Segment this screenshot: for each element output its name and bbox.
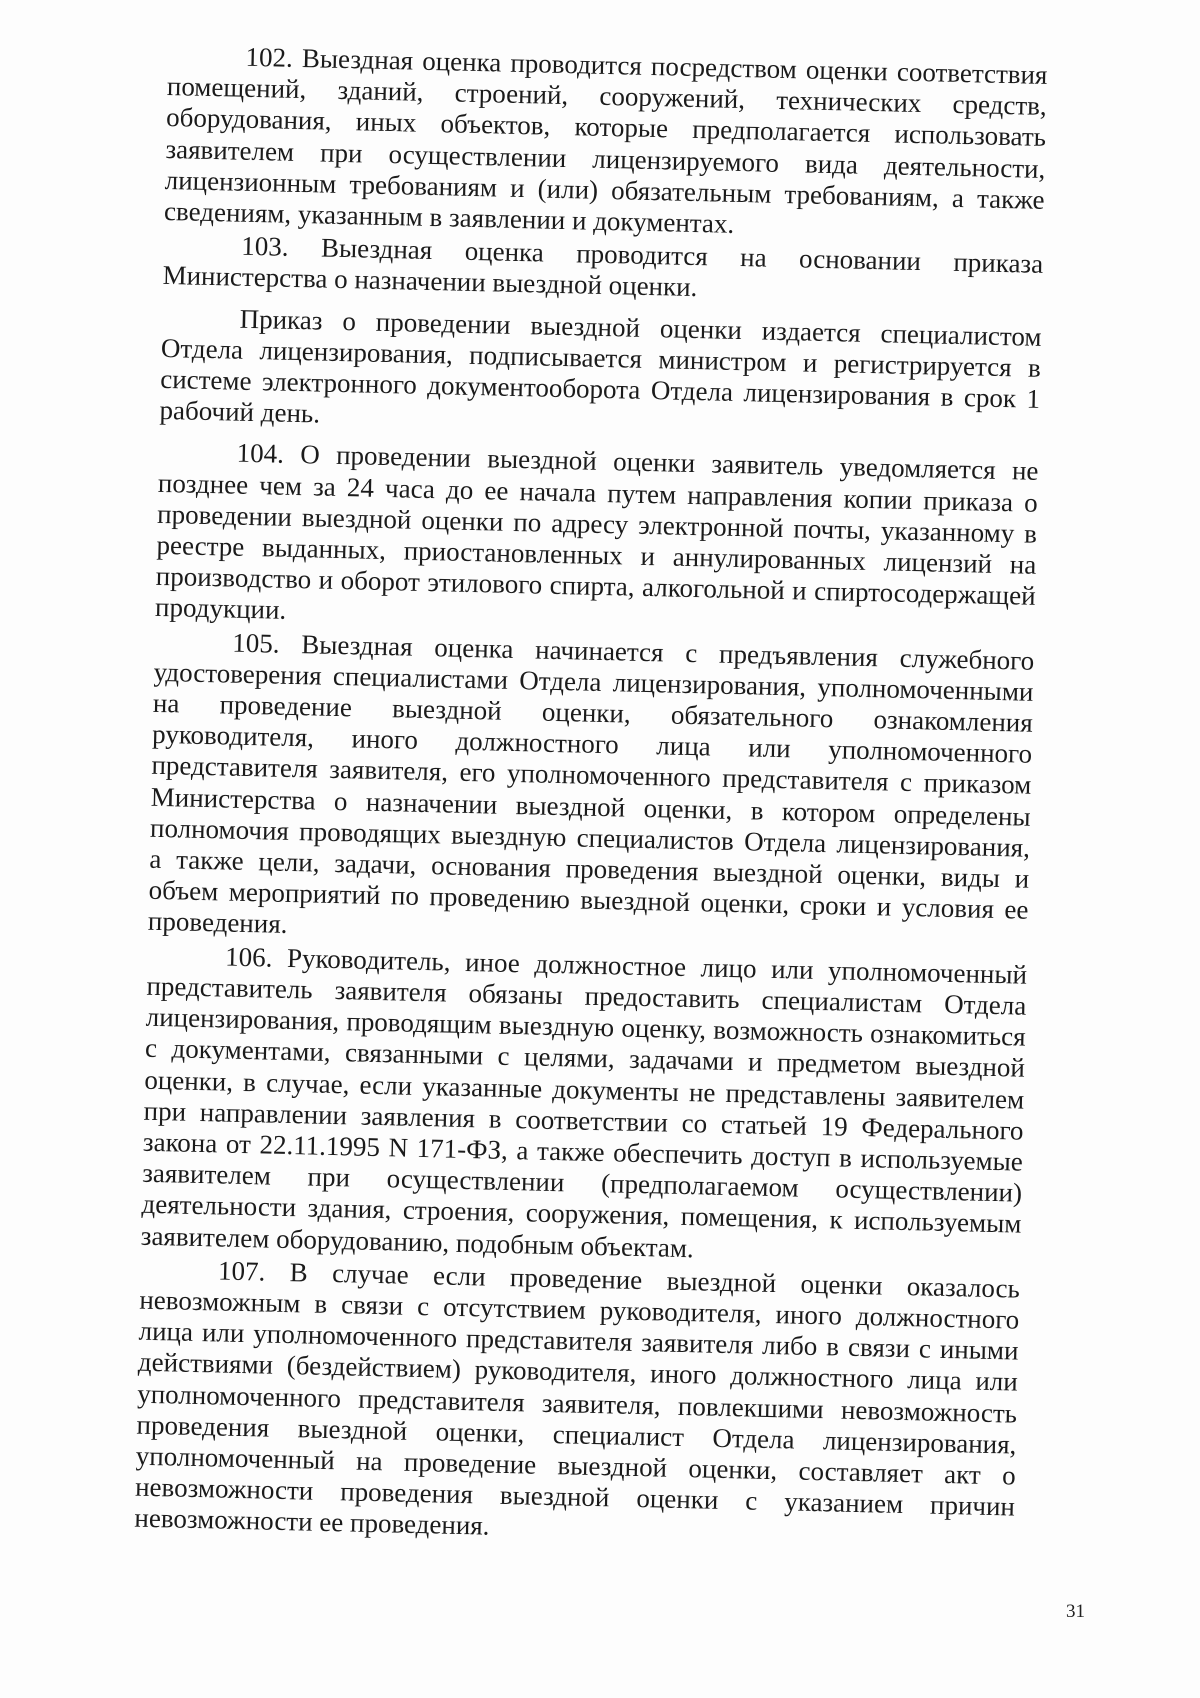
paragraph-105: 105. Выездная оценка начинается с предъявления служебного удостоверения специалистами Отдела лицензирования, уполномоченными на проведение выездной оценки, обязательного ознакомления руководителя, иного должностного лица или уполномоченного представителя заявителя, его уполномоченного представителя с приказом Министерства о назначении выездной оценки, в котором определены полномочия проводящих выездную специалистов Отдела лицензирования, а также цели, задачи, основания проведения выездной оценки, виды и объем мероприятий по проведению выездной оценки, сроки и условия ее проведения. bbox=[147, 627, 1035, 940]
paragraph-102: 102. Выездная оценка проводится посредством оценки соответствия помещений, зданий, строений, сооружений, технических средств, оборудования, иных объектов, которые предполагается использовать заявителем при осуществлении лицензируемого вида деятельности, лицензионным требованиям и (или) обязательным требованиям, а также сведениям, указанным в заявлении и документах. bbox=[163, 41, 1048, 239]
paragraph-107: 107. В случае если проведение выездной оценки оказалось невозможным в связи с отсутствием руководителя, иного должностного лица или уполномоченного представителя заявителя либо в связи с иными действиями (бездействием) руководителя, иного должностного лица или уполномоченного представителя заявителя, повлекшими невозможность проведения выездной оценки, специалист Отдела лицензирования, уполномоченный на проведение выездной оценки, составляет акт о невозможности проведения выездной оценки с указанием причин невозможности ее проведения. bbox=[134, 1255, 1021, 1542]
page-number: 31 bbox=[1066, 1601, 1085, 1622]
paragraph-103-order: Приказ о проведении выездной оценки издается специалистом Отдела лицензирования, подписывается министром и регистрируется в системе электронного документооборота Отдела лицензирования в срок 1 рабочий день. bbox=[159, 303, 1042, 429]
paragraph-103: 103. Выездная оценка проводится на основании приказа Министерства о назначении выездной оценки. bbox=[162, 230, 1044, 303]
paragraph-106: 106. Руководитель, иное должностное лицо или уполномоченный представитель заявителя обязаны предоставить специалистам Отдела лицензирования, проводящим выездную оценку, возможность ознакомиться с документами, связанными с целями, задачами и предметом выездной оценки, в случае, если указанные документы не представлены заявителем при направлении заявления в соответствии со статьей 19 Федерального закона от 22.11.1995 N 171-ФЗ, а также обеспечить доступ в используемые заявителем при осуществлении (предполагаемом осуществлении) деятельности здания, строения, сооружения, помещения, к используемым заявителем оборудованию, подобным объектам. bbox=[140, 941, 1028, 1263]
paragraph-104: 104. О проведении выездной оценки заявитель уведомляется не позднее чем за 24 часа до ее начала путем направления копии приказа о проведении выездной оценки по адресу электронной почты, указанному в реестре выданных, приостановленных и аннулированных лицензий на производство и оборот этилового спирта, алкогольной и спиртосодержащей продукции. bbox=[154, 438, 1039, 626]
document-body bbox=[134, 40, 1048, 1554]
